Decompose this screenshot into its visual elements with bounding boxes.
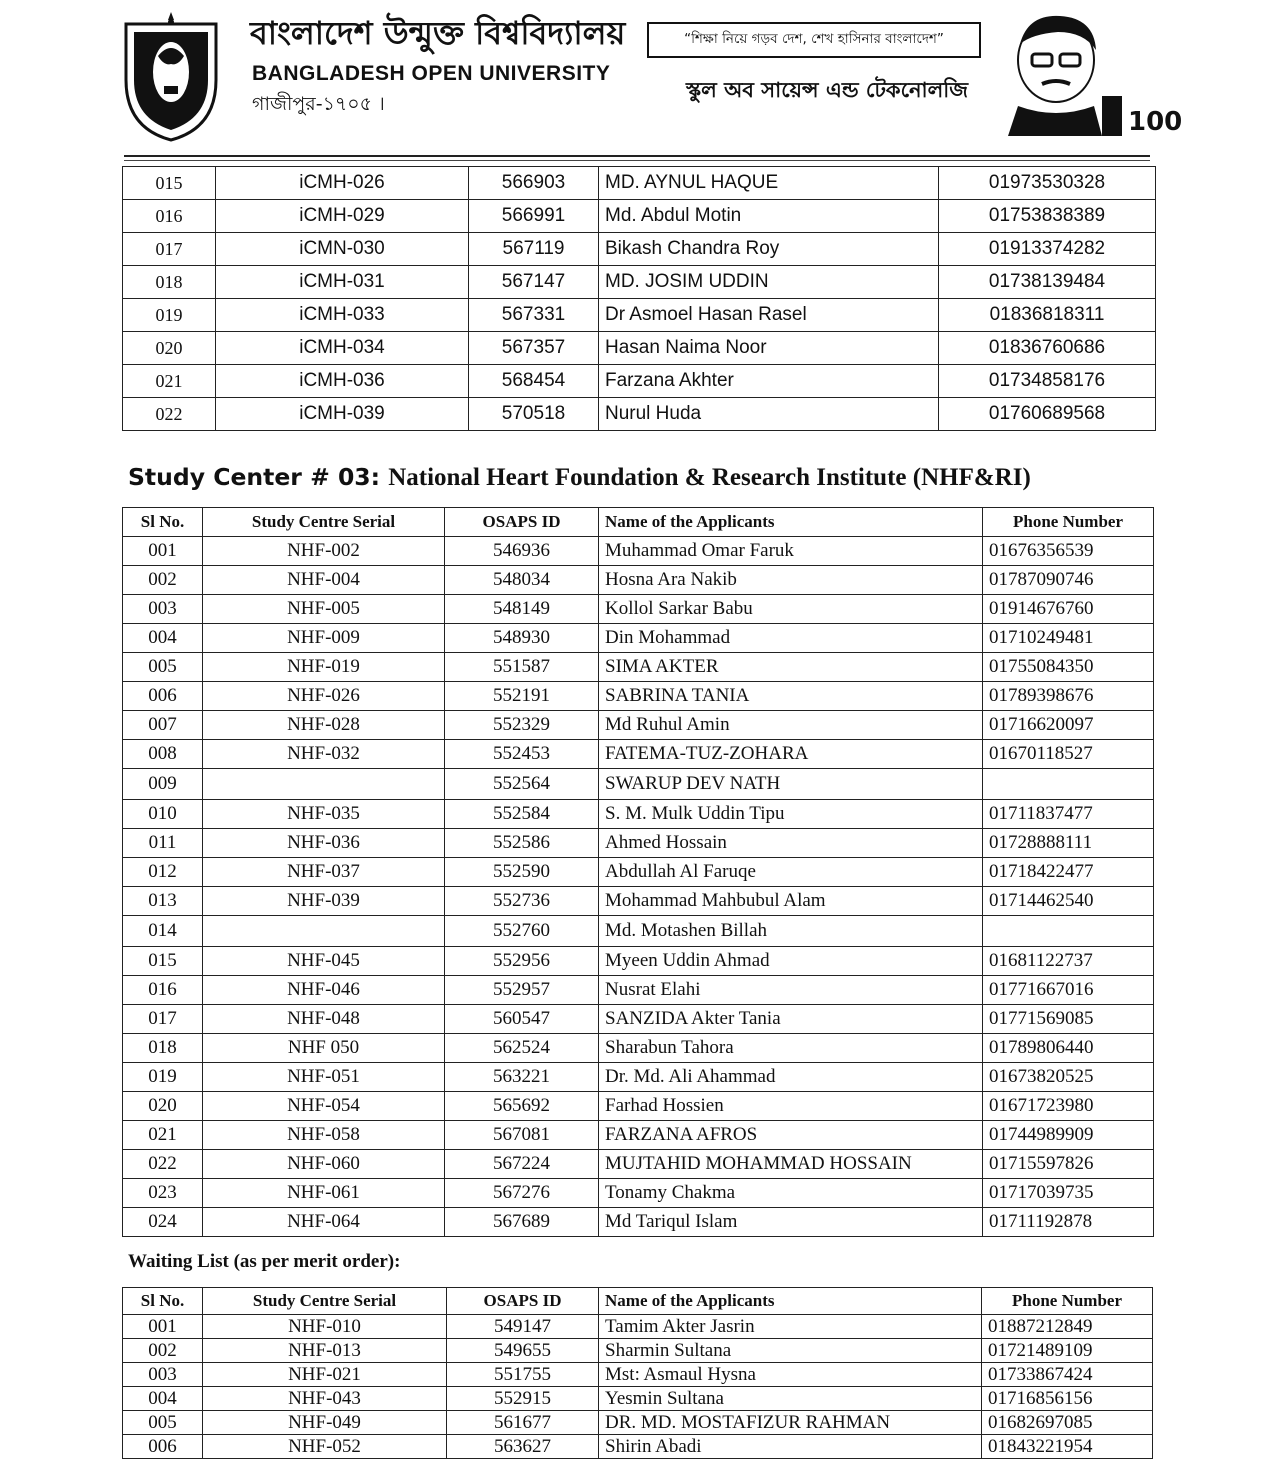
cell-applicant-name: DR. MD. MOSTAFIZUR RAHMAN: [599, 1411, 982, 1435]
cell-sl: 016: [123, 200, 216, 233]
cell-study-centre-serial: NHF-028: [203, 711, 445, 740]
cell-phone-number: 01836818311: [939, 299, 1156, 332]
cell-sl: 017: [123, 1005, 203, 1034]
cell-applicant-name: MUJTAHID MOHAMMAD HOSSAIN: [599, 1150, 983, 1179]
cell-sl: 022: [123, 1150, 203, 1179]
school-name: স্কুল অব সায়েন্স এন্ড টেকনোলজি: [686, 78, 969, 102]
table-row: [123, 1150, 1154, 1179]
cell-phone-number: 01771667016: [983, 976, 1154, 1005]
applicants-table-continued: [122, 166, 1156, 431]
cell-applicant-name: FARZANA AFROS: [599, 1121, 983, 1150]
column-header-serial: Study Centre Serial: [203, 508, 445, 537]
cell-sl: 002: [123, 566, 203, 595]
cell-study-centre-serial: iCMH-036: [216, 365, 469, 398]
study-center-table-body: [123, 537, 1154, 1237]
cell-study-centre-serial: NHF-064: [203, 1208, 445, 1237]
cell-osaps-id: 560547: [445, 1005, 599, 1034]
table-row: [123, 1208, 1154, 1237]
cell-phone-number: 01681122737: [983, 947, 1154, 976]
cell-osaps-id: 546936: [445, 537, 599, 566]
cell-sl: 018: [123, 1034, 203, 1063]
table-row: [123, 1339, 1153, 1363]
cell-phone-number: 01721489109: [982, 1339, 1153, 1363]
table-row: [123, 595, 1154, 624]
cell-sl: 016: [123, 976, 203, 1005]
cell-osaps-id: 551587: [445, 653, 599, 682]
cell-phone-number: [983, 916, 1154, 947]
cell-phone-number: 01836760686: [939, 332, 1156, 365]
cell-phone-number: 01711837477: [983, 800, 1154, 829]
cell-osaps-id: 552915: [447, 1387, 599, 1411]
table-row: [123, 1063, 1154, 1092]
column-header-sl: Sl No.: [123, 508, 203, 537]
column-header-osaps-id: OSAPS ID: [447, 1288, 599, 1315]
cell-applicant-name: SIMA AKTER: [599, 653, 983, 682]
cell-study-centre-serial: NHF-037: [203, 858, 445, 887]
cell-study-centre-serial: NHF-004: [203, 566, 445, 595]
cell-study-centre-serial: NHF-010: [203, 1315, 447, 1339]
cell-applicant-name: Mst: Asmaul Hysna: [599, 1363, 982, 1387]
cell-applicant-name: Kollol Sarkar Babu: [599, 595, 983, 624]
cell-osaps-id: 552957: [445, 976, 599, 1005]
cell-sl: 001: [123, 1315, 203, 1339]
cell-sl: 009: [123, 769, 203, 800]
waiting-list-table-body: [123, 1315, 1153, 1459]
cell-applicant-name: MD. JOSIM UDDIN: [599, 266, 939, 299]
column-header-sl: Sl No.: [123, 1288, 203, 1315]
slogan-box: “শিক্ষা নিয়ে গড়ব দেশ, শেখ হাসিনার বাংলাদেশ”: [647, 22, 981, 58]
study-center-title: [128, 463, 1031, 492]
university-location: গাজীপুর-১৭০৫ ।: [252, 93, 385, 115]
cell-osaps-id: 567147: [469, 266, 599, 299]
cell-osaps-id: 566903: [469, 167, 599, 200]
cell-sl: 001: [123, 537, 203, 566]
cell-study-centre-serial: NHF-021: [203, 1363, 447, 1387]
cell-osaps-id: 567689: [445, 1208, 599, 1237]
table-row: [123, 740, 1154, 769]
cell-osaps-id: 548034: [445, 566, 599, 595]
cell-applicant-name: Ahmed Hossain: [599, 829, 983, 858]
cell-sl: 012: [123, 858, 203, 887]
cell-study-centre-serial: NHF-036: [203, 829, 445, 858]
cell-study-centre-serial: NHF-026: [203, 682, 445, 711]
table-row: [123, 200, 1156, 233]
cell-osaps-id: 567276: [445, 1179, 599, 1208]
cell-phone-number: 01887212849: [982, 1315, 1153, 1339]
table-row: [123, 1005, 1154, 1034]
cell-applicant-name: Din Mohammad: [599, 624, 983, 653]
cell-applicant-name: SABRINA TANIA: [599, 682, 983, 711]
cell-osaps-id: 552590: [445, 858, 599, 887]
cell-study-centre-serial: NHF-019: [203, 653, 445, 682]
cell-phone-number: 01676356539: [983, 537, 1154, 566]
cell-applicant-name: Myeen Uddin Ahmad: [599, 947, 983, 976]
cell-phone-number: 01771569085: [983, 1005, 1154, 1034]
cell-study-centre-serial: NHF-060: [203, 1150, 445, 1179]
cell-study-centre-serial: iCMH-034: [216, 332, 469, 365]
table-row: [123, 1363, 1153, 1387]
cell-osaps-id: 548149: [445, 595, 599, 624]
cell-applicant-name: Shirin Abadi: [599, 1435, 982, 1459]
cell-sl: 015: [123, 947, 203, 976]
cell-sl: 006: [123, 682, 203, 711]
table-row: [123, 682, 1154, 711]
cell-sl: 004: [123, 1387, 203, 1411]
cell-osaps-id: 552191: [445, 682, 599, 711]
cell-study-centre-serial: iCMH-029: [216, 200, 469, 233]
cell-osaps-id: 549147: [447, 1315, 599, 1339]
cell-sl: 023: [123, 1179, 203, 1208]
cell-study-centre-serial: iCMH-026: [216, 167, 469, 200]
cell-applicant-name: Dr. Md. Ali Ahammad: [599, 1063, 983, 1092]
cell-applicant-name: Md. Motashen Billah: [599, 916, 983, 947]
cell-sl: 003: [123, 1363, 203, 1387]
table-header-row: [123, 1288, 1153, 1315]
cell-osaps-id: 568454: [469, 365, 599, 398]
cell-applicant-name: Tonamy Chakma: [599, 1179, 983, 1208]
cell-phone-number: [983, 769, 1154, 800]
cell-applicant-name: Yesmin Sultana: [599, 1387, 982, 1411]
cell-applicant-name: Nusrat Elahi: [599, 976, 983, 1005]
cell-applicant-name: Md. Abdul Motin: [599, 200, 939, 233]
cell-sl: 013: [123, 887, 203, 916]
cell-study-centre-serial: NHF-045: [203, 947, 445, 976]
cell-osaps-id: 567331: [469, 299, 599, 332]
table-row: [123, 1092, 1154, 1121]
cell-phone-number: 01728888111: [983, 829, 1154, 858]
cell-applicant-name: Md Ruhul Amin: [599, 711, 983, 740]
study-center-number: Study Center # 03:: [128, 463, 389, 491]
cell-phone-number: 01673820525: [983, 1063, 1154, 1092]
svg-text:100: 100: [1128, 107, 1183, 137]
table-row: [123, 624, 1154, 653]
cell-study-centre-serial: NHF-005: [203, 595, 445, 624]
cell-sl: 019: [123, 299, 216, 332]
cell-osaps-id: 551755: [447, 1363, 599, 1387]
cell-phone-number: 01738139484: [939, 266, 1156, 299]
cell-sl: 024: [123, 1208, 203, 1237]
applicants-table-body: [123, 167, 1156, 431]
cell-sl: 022: [123, 398, 216, 431]
cell-phone-number: 01670118527: [983, 740, 1154, 769]
column-header-name: Name of the Applicants: [599, 508, 983, 537]
cell-study-centre-serial: NHF-002: [203, 537, 445, 566]
table-row: [123, 800, 1154, 829]
cell-phone-number: 01914676760: [983, 595, 1154, 624]
table-row: [123, 887, 1154, 916]
cell-sl: 006: [123, 1435, 203, 1459]
cell-sl: 005: [123, 1411, 203, 1435]
column-header-phone: Phone Number: [983, 508, 1154, 537]
table-row: [123, 1387, 1153, 1411]
table-row: [123, 769, 1154, 800]
cell-applicant-name: Md Tariqul Islam: [599, 1208, 983, 1237]
cell-applicant-name: Hosna Ara Nakib: [599, 566, 983, 595]
cell-sl: 008: [123, 740, 203, 769]
cell-applicant-name: S. M. Mulk Uddin Tipu: [599, 800, 983, 829]
cell-osaps-id: 567357: [469, 332, 599, 365]
cell-study-centre-serial: NHF-039: [203, 887, 445, 916]
cell-sl: 015: [123, 167, 216, 200]
cell-applicant-name: Nurul Huda: [599, 398, 939, 431]
table-row: [123, 829, 1154, 858]
cell-phone-number: 01716856156: [982, 1387, 1153, 1411]
cell-applicant-name: FATEMA-TUZ-ZOHARA: [599, 740, 983, 769]
cell-sl: 003: [123, 595, 203, 624]
cell-phone-number: 01715597826: [983, 1150, 1154, 1179]
cell-phone-number: 01711192878: [983, 1208, 1154, 1237]
table-row: [123, 947, 1154, 976]
cell-study-centre-serial: NHF-052: [203, 1435, 447, 1459]
cell-osaps-id: 566991: [469, 200, 599, 233]
table-row: [123, 365, 1156, 398]
table-row: [123, 266, 1156, 299]
cell-sl: 018: [123, 266, 216, 299]
waiting-list-title: Waiting List (as per merit order):: [128, 1251, 401, 1272]
cell-sl: 021: [123, 1121, 203, 1150]
cell-applicant-name: Hasan Naima Noor: [599, 332, 939, 365]
header-divider-thin: [124, 160, 1150, 161]
table-row: [123, 537, 1154, 566]
cell-study-centre-serial: NHF-054: [203, 1092, 445, 1121]
cell-applicant-name: Sharabun Tahora: [599, 1034, 983, 1063]
university-name-bangla: বাংলাদেশ উন্মুক্ত বিশ্ববিদ্যালয়: [250, 14, 626, 52]
table-row: [123, 1435, 1153, 1459]
header-divider: [124, 155, 1150, 157]
cell-study-centre-serial: NHF-058: [203, 1121, 445, 1150]
table-row: [123, 711, 1154, 740]
cell-applicant-name: SANZIDA Akter Tania: [599, 1005, 983, 1034]
cell-osaps-id: 552329: [445, 711, 599, 740]
cell-phone-number: 01755084350: [983, 653, 1154, 682]
cell-sl: 020: [123, 332, 216, 365]
cell-applicant-name: Sharmin Sultana: [599, 1339, 982, 1363]
cell-phone-number: 01973530328: [939, 167, 1156, 200]
cell-study-centre-serial: NHF-009: [203, 624, 445, 653]
table-row: [123, 167, 1156, 200]
cell-phone-number: 01913374282: [939, 233, 1156, 266]
table-row: [123, 1034, 1154, 1063]
cell-sl: 004: [123, 624, 203, 653]
cell-applicant-name: SWARUP DEV NATH: [599, 769, 983, 800]
table-row: [123, 566, 1154, 595]
table-row: [123, 653, 1154, 682]
university-seal-icon: [118, 10, 224, 144]
cell-applicant-name: Dr Asmoel Hasan Rasel: [599, 299, 939, 332]
cell-phone-number: 01789806440: [983, 1034, 1154, 1063]
mujib-100-logo-icon: [998, 10, 1183, 137]
table-row: [123, 233, 1156, 266]
table-row: [123, 1179, 1154, 1208]
cell-phone-number: 01716620097: [983, 711, 1154, 740]
table-row: [123, 332, 1156, 365]
cell-study-centre-serial: NHF-035: [203, 800, 445, 829]
table-header-row: [123, 508, 1154, 537]
cell-osaps-id: 552760: [445, 916, 599, 947]
university-name-english: BANGLADESH OPEN UNIVERSITY: [252, 62, 611, 85]
cell-phone-number: 01734858176: [939, 365, 1156, 398]
cell-phone-number: 01717039735: [983, 1179, 1154, 1208]
cell-sl: 011: [123, 829, 203, 858]
cell-osaps-id: 552564: [445, 769, 599, 800]
table-row: [123, 916, 1154, 947]
table-row: [123, 398, 1156, 431]
cell-sl: 017: [123, 233, 216, 266]
cell-phone-number: 01710249481: [983, 624, 1154, 653]
table-row: [123, 858, 1154, 887]
cell-applicant-name: MD. AYNUL HAQUE: [599, 167, 939, 200]
cell-applicant-name: Tamim Akter Jasrin: [599, 1315, 982, 1339]
cell-applicant-name: Mohammad Mahbubul Alam: [599, 887, 983, 916]
cell-study-centre-serial: NHF-061: [203, 1179, 445, 1208]
table-row: [123, 976, 1154, 1005]
study-center-applicants-table: [122, 507, 1154, 1237]
column-header-phone: Phone Number: [982, 1288, 1153, 1315]
cell-phone-number: 01671723980: [983, 1092, 1154, 1121]
cell-phone-number: 01789398676: [983, 682, 1154, 711]
cell-osaps-id: 570518: [469, 398, 599, 431]
cell-osaps-id: 561677: [447, 1411, 599, 1435]
cell-applicant-name: Abdullah Al Faruqe: [599, 858, 983, 887]
cell-study-centre-serial: NHF-046: [203, 976, 445, 1005]
table-row: [123, 1315, 1153, 1339]
cell-sl: 002: [123, 1339, 203, 1363]
cell-osaps-id: 567081: [445, 1121, 599, 1150]
cell-osaps-id: 567119: [469, 233, 599, 266]
cell-phone-number: 01714462540: [983, 887, 1154, 916]
cell-sl: 005: [123, 653, 203, 682]
cell-sl: 019: [123, 1063, 203, 1092]
cell-study-centre-serial: NHF-013: [203, 1339, 447, 1363]
cell-sl: 020: [123, 1092, 203, 1121]
cell-sl: 007: [123, 711, 203, 740]
study-center-institute: National Heart Foundation & Research Institute (NHF&RI): [388, 464, 1031, 491]
cell-study-centre-serial: iCMN-030: [216, 233, 469, 266]
cell-phone-number: 01843221954: [982, 1435, 1153, 1459]
column-header-name: Name of the Applicants: [599, 1288, 982, 1315]
cell-phone-number: 01733867424: [982, 1363, 1153, 1387]
cell-osaps-id: 549655: [447, 1339, 599, 1363]
cell-applicant-name: Farzana Akhter: [599, 365, 939, 398]
cell-osaps-id: 552956: [445, 947, 599, 976]
cell-osaps-id: 567224: [445, 1150, 599, 1179]
cell-phone-number: 01753838389: [939, 200, 1156, 233]
cell-phone-number: 01744989909: [983, 1121, 1154, 1150]
cell-osaps-id: 563221: [445, 1063, 599, 1092]
cell-applicant-name: Bikash Chandra Roy: [599, 233, 939, 266]
cell-applicant-name: Muhammad Omar Faruk: [599, 537, 983, 566]
cell-osaps-id: 563627: [447, 1435, 599, 1459]
cell-phone-number: 01787090746: [983, 566, 1154, 595]
cell-study-centre-serial: NHF 050: [203, 1034, 445, 1063]
table-row: [123, 299, 1156, 332]
cell-osaps-id: 548930: [445, 624, 599, 653]
cell-phone-number: 01682697085: [982, 1411, 1153, 1435]
cell-osaps-id: 552586: [445, 829, 599, 858]
cell-applicant-name: Farhad Hossien: [599, 1092, 983, 1121]
table-row: [123, 1411, 1153, 1435]
waiting-list-table: [122, 1287, 1153, 1459]
cell-osaps-id: 565692: [445, 1092, 599, 1121]
cell-osaps-id: 552584: [445, 800, 599, 829]
table-row: [123, 1121, 1154, 1150]
cell-phone-number: 01760689568: [939, 398, 1156, 431]
cell-osaps-id: 552736: [445, 887, 599, 916]
cell-study-centre-serial: NHF-032: [203, 740, 445, 769]
cell-sl: 021: [123, 365, 216, 398]
cell-study-centre-serial: NHF-049: [203, 1411, 447, 1435]
cell-study-centre-serial: [203, 769, 445, 800]
cell-osaps-id: 562524: [445, 1034, 599, 1063]
cell-study-centre-serial: NHF-051: [203, 1063, 445, 1092]
cell-study-centre-serial: iCMH-031: [216, 266, 469, 299]
cell-osaps-id: 552453: [445, 740, 599, 769]
cell-study-centre-serial: iCMH-039: [216, 398, 469, 431]
cell-study-centre-serial: [203, 916, 445, 947]
cell-sl: 010: [123, 800, 203, 829]
cell-study-centre-serial: iCMH-033: [216, 299, 469, 332]
cell-study-centre-serial: NHF-048: [203, 1005, 445, 1034]
cell-sl: 014: [123, 916, 203, 947]
column-header-serial: Study Centre Serial: [203, 1288, 447, 1315]
cell-study-centre-serial: NHF-043: [203, 1387, 447, 1411]
column-header-osaps-id: OSAPS ID: [445, 508, 599, 537]
cell-phone-number: 01718422477: [983, 858, 1154, 887]
